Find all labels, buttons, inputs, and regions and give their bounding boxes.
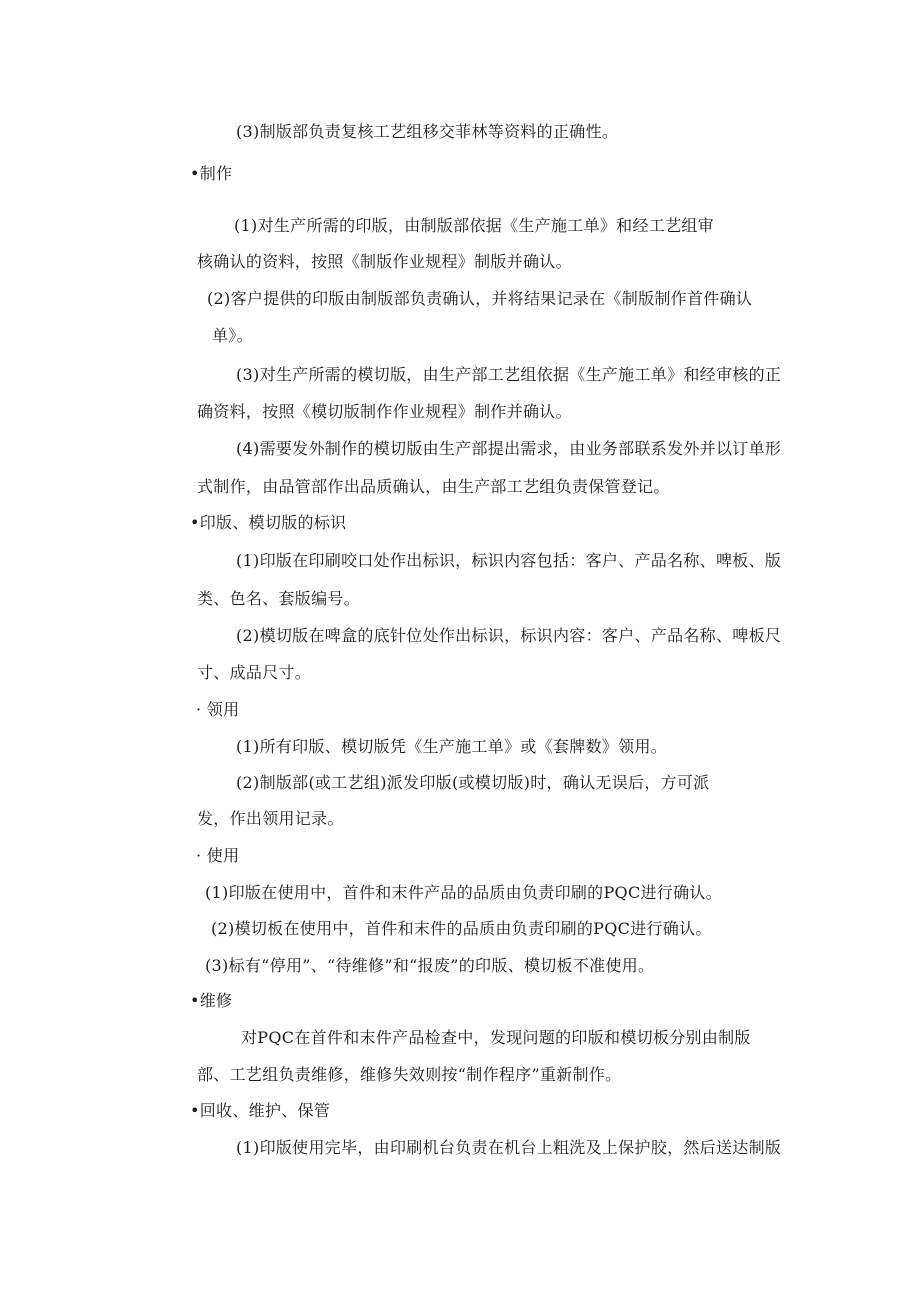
section-heading: •维修 xyxy=(190,991,233,1010)
paragraph-line: (1)印版使用完毕，由印刷机台负责在机台上粗洗及上保护胶，然后送达制版 xyxy=(236,1138,782,1157)
section-heading: •制作 xyxy=(190,164,233,183)
paragraph-line: (3)对生产所需的模切版，由生产部工艺组依据《生产施工单》和经审核的正 xyxy=(236,365,782,384)
paragraph-line: (3)制版部负责复核工艺组移交菲林等资料的正确性。 xyxy=(236,122,619,141)
paragraph-line: 单》。 xyxy=(212,326,253,345)
paragraph-line: (4)需要发外制作的模切版由生产部提出需求，由业务部联系发外并以订单形 xyxy=(236,439,782,458)
section-heading: •印版、模切版的标识 xyxy=(190,513,347,532)
paragraph-line: (2)模切板在使用中，首件和末件的品质由负责印刷的PQC进行确认。 xyxy=(211,919,712,938)
paragraph-line: (1)所有印版、模切版凭《生产施工单》或《套牌数》领用。 xyxy=(236,737,668,756)
paragraph-line: (1)印版在使用中，首件和末件产品的品质由负责印刷的PQC进行确认。 xyxy=(205,883,722,902)
section-heading: · 使用 xyxy=(196,846,240,865)
paragraph-line: 确资料，按照《模切版制作作业规程》制作并确认。 xyxy=(197,402,572,421)
paragraph-line: 寸、成品尺寸。 xyxy=(197,663,312,682)
paragraph-line: (2)客户提供的印版由制版部负责确认，并将结果记录在《制版制作首件确认 xyxy=(207,289,753,308)
paragraph-line: (2)制版部(或工艺组)派发印版(或模切版)时，确认无误后，方可派 xyxy=(236,773,710,792)
paragraph-line: (3)标有“停用”、“待维修”和“报废”的印版、模切板不准使用。 xyxy=(205,956,655,975)
paragraph-line: 发，作出领用记录。 xyxy=(197,809,344,828)
section-heading: · 领用 xyxy=(196,700,240,719)
paragraph-line: 核确认的资料，按照《制版作业规程》制版并确认。 xyxy=(197,252,572,271)
paragraph-line: 类、色名、套版编号。 xyxy=(197,589,361,608)
paragraph-line: 对PQC在首件和末件产品检查中，发现问题的印版和模切板分别由制版 xyxy=(241,1028,751,1047)
paragraph-line: 式制作，由品管部作出品质确认，由生产部工艺组负责保管登记。 xyxy=(197,477,670,496)
paragraph-line: (1)对生产所需的印版，由制版部依据《生产施工单》和经工艺组审 xyxy=(234,216,714,235)
section-heading: •回收、维护、保管 xyxy=(190,1101,331,1120)
paragraph-line: (2)模切版在啤盒的底针位处作出标识，标识内容：客户、产品名称、啤板尺 xyxy=(236,626,782,645)
paragraph-line: (1)印版在印刷咬口处作出标识，标识内容包括：客户、产品名称、啤板、版 xyxy=(236,551,782,570)
paragraph-line: 部、工艺组负责维修，维修失效则按“制作程序”重新制作。 xyxy=(197,1065,622,1084)
